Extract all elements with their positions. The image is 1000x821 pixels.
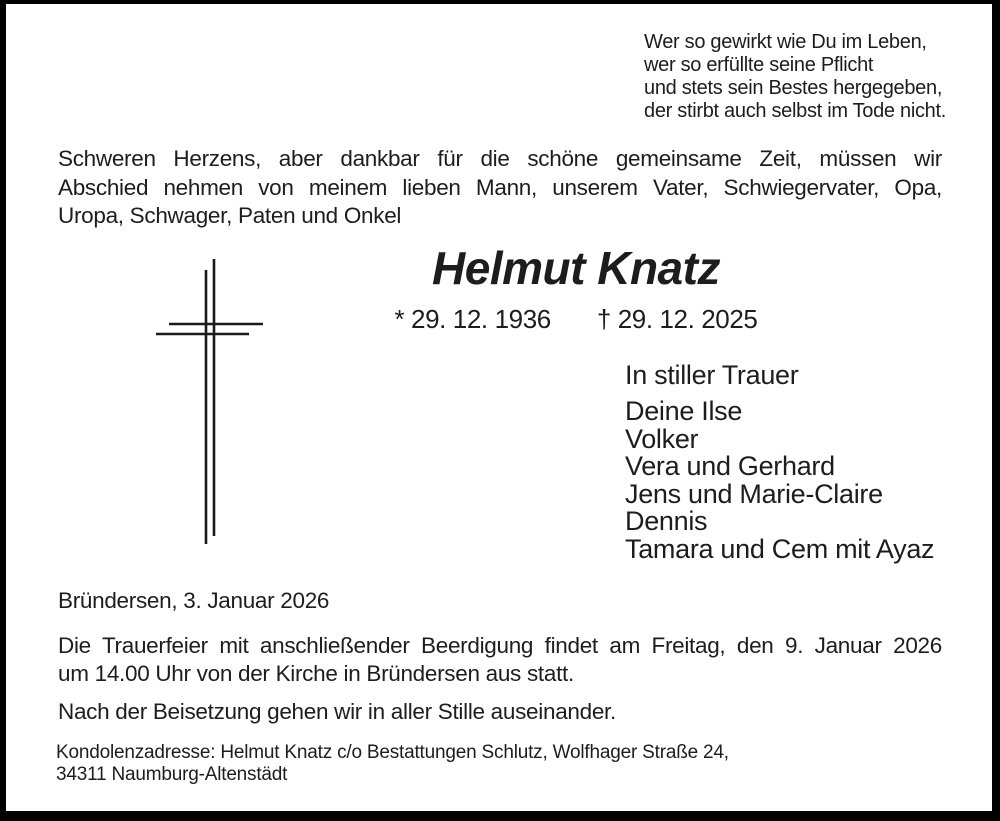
mourner-list <box>625 398 934 563</box>
birth-date: * 29. 12. 1936 <box>394 304 551 334</box>
condolence-address <box>56 742 729 786</box>
place-date: Bründersen, 3. Januar 2026 <box>58 588 330 613</box>
mourner-name: Vera und Gerhard <box>625 451 835 481</box>
verse-line: wer so erfüllte seine Pflicht <box>644 54 874 76</box>
mourning-trailer: In stiller Trauer <box>625 360 799 390</box>
verse-line: der stirbt auch selbst im Tode nicht. <box>644 100 947 122</box>
funeral-line: um 14.00 Uhr von der Kirche in Bründersen aus statt. <box>58 661 574 686</box>
intro-line: Uropa, Schwager, Paten und Onkel <box>58 203 402 228</box>
memorial-cross-icon <box>150 253 280 551</box>
mourning-block <box>625 360 934 563</box>
verse-line: Wer so gewirkt wie Du im Leben, <box>644 31 927 53</box>
condolence-line: 34311 Naumburg-Altenstädt <box>56 764 288 785</box>
intro-line: Abschied nehmen von meinem lieben Mann, unserem Vater, Schwiegervater, Opa, <box>58 174 942 200</box>
death-date: † 29. 12. 2025 <box>596 304 758 334</box>
funeral-info <box>58 632 942 688</box>
intro-paragraph <box>58 145 942 231</box>
memorial-verse <box>644 31 946 123</box>
intro-line: Schweren Herzens, aber dankbar für die schöne gemeinsame Zeit, müssen wir <box>58 146 942 171</box>
deceased-name: Helmut Knatz <box>432 242 720 294</box>
mourner-name: Jens und Marie-Claire <box>625 478 883 509</box>
mourner-name: Volker <box>625 423 699 454</box>
funeral-line: Die Trauerfeier mit anschließender Beerdigung findet am Freitag, den 9. Januar 2026 <box>58 633 942 658</box>
condolence-line: Kondolenzadresse: Helmut Knatz c/o Bestattungen Schlutz, Wolfhager Straße 24, <box>56 742 729 763</box>
closing-line: Nach der Beisetzung gehen wir in aller Stille auseinander. <box>58 699 616 724</box>
mourner-name: Tamara und Cem mit Ayaz <box>625 533 935 564</box>
verse-line: und stets sein Bestes hergegeben, <box>644 77 943 99</box>
mourner-name: Dennis <box>625 506 708 536</box>
mourner-name: Deine Ilse <box>625 396 743 426</box>
life-dates <box>376 304 776 335</box>
